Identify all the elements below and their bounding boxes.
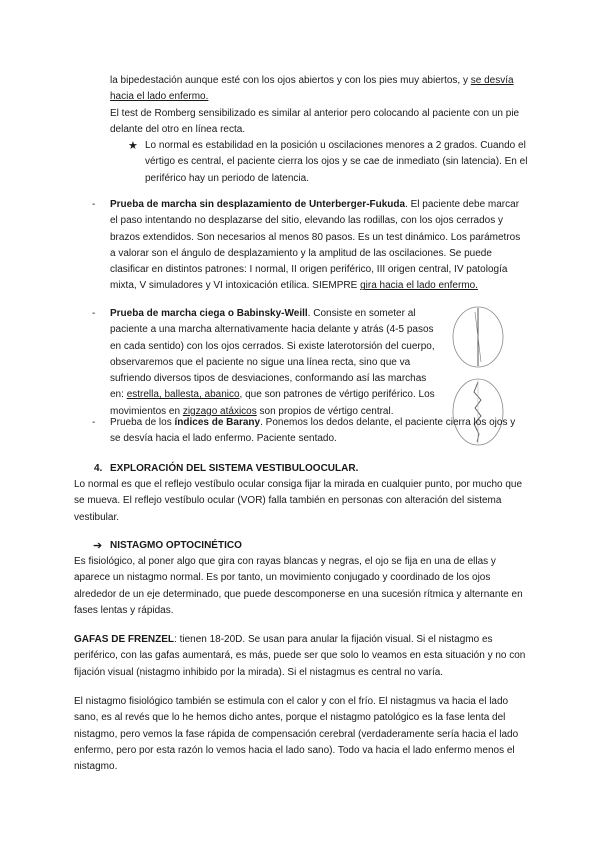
unterberger-underlined: gira hacia el lado enfermo. xyxy=(360,280,478,292)
arrow-right-icon: ➔ xyxy=(93,540,103,552)
section4-body: Lo normal es que el reflejo vestíbulo ocular consiga fijar la mirada en cualquier punto, por mucho que se mueva. El reflejo vestíbulo ocular (VOR) falla también en personas con alteración del sistema vestibular. xyxy=(74,479,523,523)
unterberger-body: . El paciente debe marcar el paso intentando no desplazarse del sitio, elevando las rodillas, con los ojos cerrados y brazos extendidos. Son necesarios al menos 80 pasos. Es un test dinámico. Los parámetros a valorar son el ángulo de desplazamiento y la amplitud de las oscilaciones. Se puede clasificar en distintos patrones: I normal, II origen periférico, III origen central, IV patología mixta, V simuladores y VI intoxicación etílica. SIEMPRE xyxy=(110,199,521,292)
star-gait-diagram xyxy=(453,307,503,367)
unterberger-paragraph xyxy=(110,197,528,295)
babinsky-paragraph xyxy=(110,306,440,420)
frenzel-title: GAFAS DE FRENZEL xyxy=(74,634,175,645)
romberg-line: la bipedestación aunque esté con los ojos abiertos y con los pies muy abiertos, y xyxy=(110,75,471,86)
babinsky-body3: son propios de vértigo central. xyxy=(256,405,394,417)
romberg-underlined: se desvía hacia el lado enfermo. xyxy=(110,75,514,103)
barany-body: . Ponemos los dedos delante, el paciente cierra los ojos y se desvía hacia el lado enfermo. Paciente sentado. xyxy=(110,417,516,445)
section-heading: EXPLORACIÓN DEL SISTEMA VESTIBULOOCULAR. xyxy=(110,463,359,474)
babinsky-body2: , que son patrones de vértigo periférico. Los movimientos en xyxy=(110,389,435,417)
optocinetico-heading: NISTAGMO OPTOCINÉTICO xyxy=(110,540,242,551)
unterberger-title: Prueba de marcha sin desplazamiento de Unterberger-Fukuda xyxy=(110,199,406,210)
romberg-sensibilizado: El test de Romberg sensibilizado es similar al anterior pero colocando al paciente con un pie delante del otro en línea recta. xyxy=(110,108,520,136)
dash-bullet: - xyxy=(92,308,96,319)
barany-title: índices de Barany xyxy=(174,417,261,428)
section-number: 4. xyxy=(94,463,103,474)
fisiologico-paragraph: El nistagmo fisiológico también se estimula con el calor y con el frío. El nistagmus va hacia el lado sano, es al revés que lo he hemos dicho antes, porque el nistagmo patológico es la fase lenta del nistagmo, pero vemos la fase rápida de compensación cerebral (verdaderamente sería hacia el lado enfermo, pero por esta razón lo vemos hacia el lado sano). Todo va hacia el lado enfermo menos el nistagmo. xyxy=(74,696,519,773)
dash-bullet: - xyxy=(92,417,96,428)
star-bullet-icon: ★ xyxy=(128,140,138,152)
frenzel-body: : tienen 18-20D. Se usan para anular la fijación visual. Si el nistagmo es periférico, con las gafas aumentará, es más, puede ser que solo lo veamos en esta situación y no con fijación visual (nistagmo inhibido por la mirada). Si el nistagmus es central no varía. xyxy=(74,634,526,678)
romberg-continuation xyxy=(110,73,520,106)
dash-bullet: - xyxy=(92,199,96,210)
romberg-normal: Lo normal es estabilidad en la posición u oscilaciones menores a 2 grados. Cuando el vértigo es central, el paciente cierra los ojos y se cae de inmediato (sin latencia). En el periférico hay un periodo de latencia. xyxy=(145,140,528,184)
barany-prefix: Prueba de los xyxy=(110,417,175,428)
babinsky-title: Prueba de marcha ciega o Babinsky-Weill xyxy=(110,308,308,319)
frenzel-paragraph xyxy=(74,632,530,681)
babinsky-underlined-zigzag: zigzago atáxicos xyxy=(182,405,257,417)
optocinetico-body: Es fisiológico, al poner algo que gira con rayas blancas y negras, el ojo se fija en una de ellas y aparece un nistagmo normal. Es por tanto, un movimiento conjugado y coordinado de los ojos alrededor de un eje determinado, que puede descomponerse en una sucesión rítmica y alternante en fases lentas y rápidas. xyxy=(74,556,523,616)
babinsky-underlined-patterns: estrella, ballesta, abanico xyxy=(126,389,240,401)
babinsky-body: . Consiste en someter al paciente a una marcha alternativamente hacia delante y atrás (4-5 pasos en cada sentido) con los ojos cerrados. Si existe laterotorsión del cuerpo, observaremos que el paciente no sigue una línea recta, sino que va sufriendo diversos tipos de desviaciones, conformando así las marchas en: xyxy=(110,308,435,401)
barany-paragraph xyxy=(110,415,528,448)
